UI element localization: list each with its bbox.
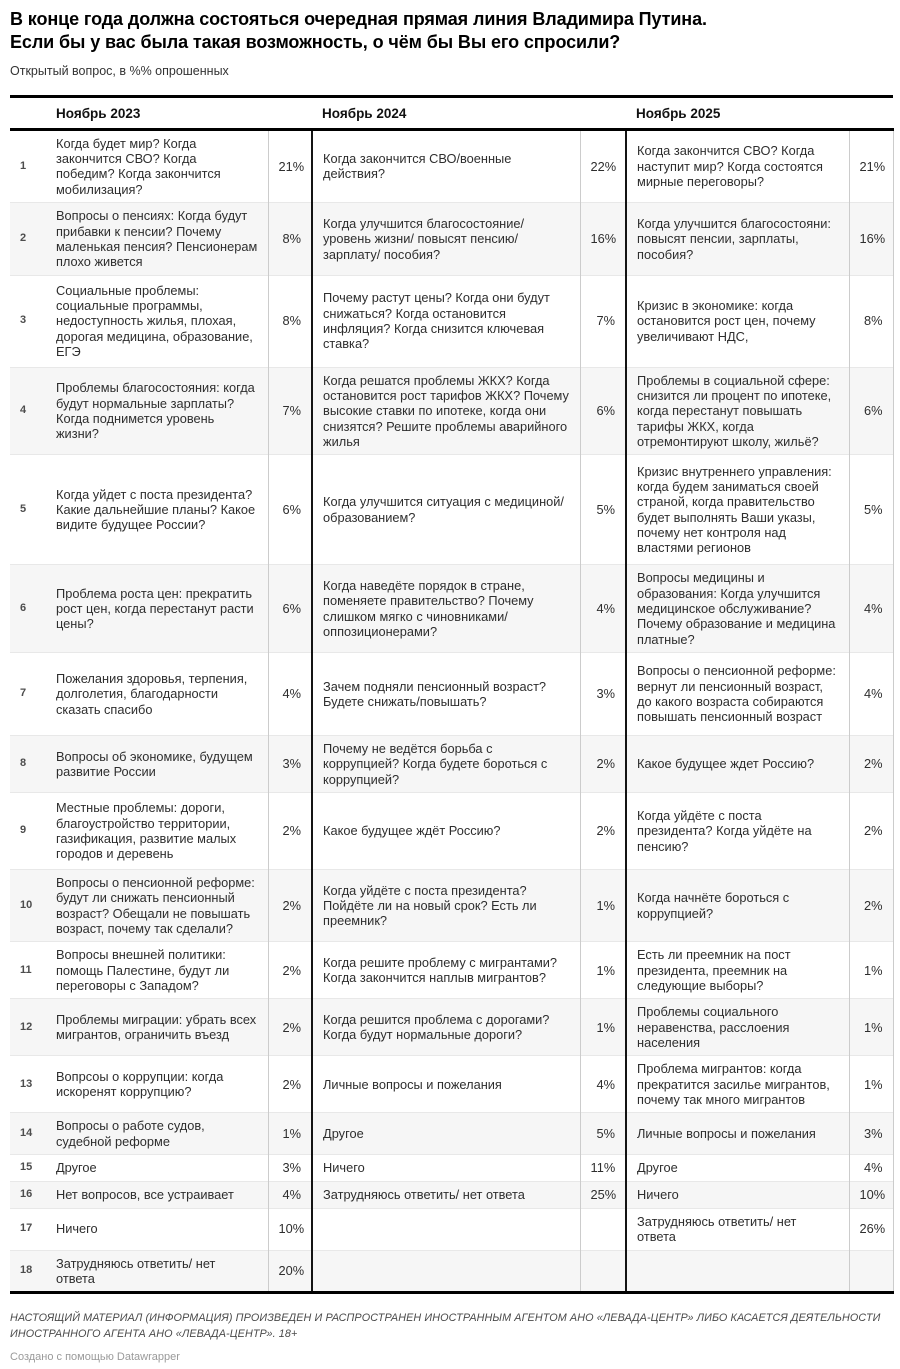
row-number: 11: [10, 942, 46, 999]
percent-nov-2024: [580, 1208, 626, 1250]
percent-nov-2025: 10%: [849, 1181, 893, 1208]
percent-nov-2024: 5%: [580, 455, 626, 565]
row-number: 4: [10, 367, 46, 455]
percent-nov-2025: 16%: [849, 203, 893, 275]
answer-nov-2023: Вопросы о пенсионной реформе: будут ли снижать пенсионный возраст? Обещали не повышать возраст, почему так сделали?: [46, 870, 268, 942]
table-row: [10, 652, 893, 735]
percent-nov-2025: 6%: [849, 367, 893, 455]
table-body: [10, 129, 893, 1292]
answer-nov-2024: Затрудняюсь ответить/ нет ответа: [312, 1181, 580, 1208]
table-row: [10, 1250, 893, 1293]
percent-nov-2023: 21%: [268, 129, 312, 202]
answer-nov-2024: Когда наведёте порядок в стране, поменяете правительство? Почему слишком мягко с чиновниками/ оппозиционерами?: [312, 565, 580, 653]
answer-nov-2025: Кризис внутреннего управления: когда будем заниматься своей страной, когда правительство будет выполнять Ваши указы, почему нет контроля над властями регионов: [626, 455, 849, 565]
percent-nov-2023: 8%: [268, 275, 312, 367]
table-row: [10, 999, 893, 1056]
percent-nov-2023: 8%: [268, 203, 312, 275]
table-row: [10, 129, 893, 202]
answer-nov-2023: Нет вопросов, все устраивает: [46, 1181, 268, 1208]
percent-nov-2024: 1%: [580, 999, 626, 1056]
answer-nov-2024: Когда решатся проблемы ЖКХ? Когда остановится рост тарифов ЖКХ? Почему высокие ставки по ипотеке, когда они снизятся? Решите проблемы аварийного жилья: [312, 367, 580, 455]
answer-nov-2024: Ничего: [312, 1155, 580, 1181]
row-number: 14: [10, 1113, 46, 1155]
percent-nov-2025: 4%: [849, 565, 893, 653]
datawrapper-attribution: Создано с помощью Datawrapper: [10, 1351, 180, 1364]
answer-nov-2024: Почему растут цены? Когда они будут снижаться? Когда остановится инфляция? Когда снизится ключевая ставка?: [312, 275, 580, 367]
survey-table: [10, 95, 894, 1294]
percent-nov-2023: 2%: [268, 942, 312, 999]
answer-nov-2024: [312, 1250, 580, 1293]
row-number: 10: [10, 870, 46, 942]
percent-nov-2023: 4%: [268, 1181, 312, 1208]
answer-nov-2025: Проблемы в социальной сфере: снизится ли процент по ипотеке, когда перестанут повышать тарифы ЖКХ, когда отремонтируют школу, жильё?: [626, 367, 849, 455]
table-row: [10, 942, 893, 999]
column-header-nov-2025: Ноябрь 2025: [626, 96, 893, 129]
answer-nov-2025: Когда улучшится благосостояни: повысят пенсии, зарплаты, пособия?: [626, 203, 849, 275]
answer-nov-2023: Другое: [46, 1155, 268, 1181]
page-title: [10, 8, 890, 55]
answer-nov-2023: Вопросы о пенсиях: Когда будут прибавки к пенсии? Почему маленькая пенсия? Пенсионерам плохо живется: [46, 203, 268, 275]
percent-nov-2024: 7%: [580, 275, 626, 367]
row-number: 3: [10, 275, 46, 367]
percent-nov-2024: 5%: [580, 1113, 626, 1155]
answer-nov-2023: Социальные проблемы: социальные программы, недоступность жилья, плохая, дорогая медицина, образование, ЕГЭ: [46, 275, 268, 367]
answer-nov-2025: Вопросы медицины и образования: Когда улучшится медицинское обслуживание? Почему образование и медицина платные?: [626, 565, 849, 653]
answer-nov-2024: Когда закончится СВО/военные действия?: [323, 151, 512, 182]
answer-nov-2023: Пожелания здоровья, терпения, долголетия, благодарности сказать спасибо: [46, 652, 268, 735]
percent-nov-2025: 21%: [849, 129, 893, 202]
percent-nov-2024: 22%: [580, 129, 626, 202]
answer-nov-2024: [312, 1208, 580, 1250]
page-subtitle: Открытый вопрос, в %% опрошенных: [10, 63, 229, 78]
answer-nov-2025: Какое будущее ждет Россию?: [626, 735, 849, 792]
percent-nov-2024: 1%: [580, 870, 626, 942]
percent-nov-2025: 1%: [849, 999, 893, 1056]
answer-nov-2024: Какое будущее ждёт Россию?: [312, 793, 580, 870]
answer-nov-2023: Ничего: [46, 1208, 268, 1250]
answer-nov-2025: Личные вопросы и пожелания: [626, 1113, 849, 1155]
table-row: [10, 1181, 893, 1208]
percent-nov-2024: 4%: [580, 1056, 626, 1113]
table-row: [10, 455, 893, 565]
row-number: 17: [10, 1208, 46, 1250]
row-number: 1: [20, 159, 27, 172]
percent-nov-2023: 1%: [268, 1113, 312, 1155]
percent-nov-2025: 3%: [849, 1113, 893, 1155]
answer-nov-2023: Местные проблемы: дороги, благоустройство территории, газификация, развитие малых городов и деревень: [46, 793, 268, 870]
row-number: 16: [10, 1181, 46, 1208]
answer-nov-2025: Когда закончится СВО? Когда наступит мир? Когда состоятся мирные переговоры?: [637, 143, 823, 190]
answer-nov-2025: Когда начнёте бороться с коррупцией?: [626, 870, 849, 942]
percent-nov-2024: [580, 1250, 626, 1293]
answer-nov-2023: Вопросы внешней политики: помощь Палестине, будут ли переговоры с Западом?: [46, 942, 268, 999]
table-row: [10, 1155, 893, 1181]
table-row: [10, 1208, 893, 1250]
table-row: [10, 275, 893, 367]
table-header-row: [10, 96, 893, 129]
answer-nov-2023: Вопрсоы о коррупции: когда искоренят коррупцию?: [46, 1056, 268, 1113]
percent-nov-2023: 3%: [268, 735, 312, 792]
percent-nov-2025: 8%: [849, 275, 893, 367]
row-number: 18: [10, 1250, 46, 1293]
percent-nov-2024: 4%: [580, 565, 626, 653]
percent-nov-2023: 2%: [268, 1056, 312, 1113]
percent-nov-2024: 1%: [580, 942, 626, 999]
answer-nov-2023: Проблемы миграции: убрать всех мигрантов, ограничить въезд: [46, 999, 268, 1056]
row-number: 2: [10, 203, 46, 275]
percent-nov-2024: 6%: [580, 367, 626, 455]
percent-nov-2023: 2%: [268, 793, 312, 870]
percent-nov-2023: 3%: [268, 1155, 312, 1181]
percent-nov-2024: 16%: [580, 203, 626, 275]
percent-nov-2023: 20%: [268, 1250, 312, 1293]
percent-nov-2025: 4%: [849, 652, 893, 735]
answer-nov-2025: Проблемы социального неравенства, расслоения населения: [626, 999, 849, 1056]
answer-nov-2023: Вопросы об экономике, будущем развитие России: [46, 735, 268, 792]
row-number: 6: [10, 565, 46, 653]
answer-nov-2023: Проблема роста цен: прекратить рост цен, когда перестанут расти цены?: [46, 565, 268, 653]
percent-nov-2023: 2%: [268, 999, 312, 1056]
percent-nov-2025: 2%: [849, 735, 893, 792]
title-line-1: В конце года должна состояться очередная прямая линия Владимира Путина.: [10, 9, 707, 29]
percent-nov-2023: 10%: [268, 1208, 312, 1250]
answer-nov-2025: Затрудняюсь ответить/ нет ответа: [626, 1208, 849, 1250]
answer-nov-2024: Когда улучшится ситуация с медициной/ образованием?: [312, 455, 580, 565]
answer-nov-2025: Проблема мигрантов: когда прекратится засилье мигрантов, почему так много мигрантов: [626, 1056, 849, 1113]
answer-nov-2025: Есть ли преемник на пост президента, преемник на следующие выборы?: [626, 942, 849, 999]
row-number: 5: [10, 455, 46, 565]
answer-nov-2024: Когда решится проблема с дорогами? Когда будут нормальные дороги?: [312, 999, 580, 1056]
table-row: [10, 203, 893, 275]
table-row: [10, 870, 893, 942]
answer-nov-2024: Когда улучшится благосостояние/ уровень жизни/ повысят пенсию/ зарплату/ пособия?: [312, 203, 580, 275]
foreign-agent-disclaimer: НАСТОЯЩИЙ МАТЕРИАЛ (ИНФОРМАЦИЯ) ПРОИЗВЕДЕН И РАСПРОСТРАНЕН ИНОСТРАННЫМ АГЕНТОМ АНО «ЛЕВАДА-ЦЕНТР» ЛИБО КАСАЕТСЯ ДЕЯТЕЛЬНОСТИ ИНОСТРАННОГО АГЕНТА АНО «ЛЕВАДА-ЦЕНТР». 18+: [10, 1312, 881, 1340]
percent-nov-2025: 2%: [849, 793, 893, 870]
row-number: 15: [10, 1155, 46, 1181]
answer-nov-2025: Вопросы о пенсионной реформе: вернут ли пенсионный возраст, до какого возраста собираются повышать пенсионный возраст: [626, 652, 849, 735]
table-row: [10, 735, 893, 792]
answer-nov-2023: Затрудняюсь ответить/ нет ответа: [46, 1250, 268, 1293]
table-row: [10, 367, 893, 455]
percent-nov-2023: 2%: [268, 870, 312, 942]
answer-nov-2023: Вопросы о работе судов, судебной реформе: [46, 1113, 268, 1155]
percent-nov-2023: 7%: [268, 367, 312, 455]
answer-nov-2024: Когда решите проблему с мигрантами? Когда закончится наплыв мигрантов?: [312, 942, 580, 999]
row-number: 9: [10, 793, 46, 870]
percent-nov-2025: 5%: [849, 455, 893, 565]
answer-nov-2024: Личные вопросы и пожелания: [312, 1056, 580, 1113]
table-row: [10, 1056, 893, 1113]
answer-nov-2025: Ничего: [626, 1181, 849, 1208]
answer-nov-2023: Когда уйдет с поста президента? Какие дальнейшие планы? Какое видите будущее России?: [46, 455, 268, 565]
title-line-2: Если бы у вас была такая возможность, о чём бы Вы его спросили?: [10, 32, 621, 53]
answer-nov-2025: [626, 1250, 849, 1293]
table-row: [10, 793, 893, 870]
percent-nov-2025: 2%: [849, 870, 893, 942]
answer-nov-2024: Другое: [312, 1113, 580, 1155]
answer-nov-2025: Другое: [626, 1155, 849, 1181]
percent-nov-2023: 6%: [268, 565, 312, 653]
column-header-nov-2024: Ноябрь 2024: [312, 96, 626, 129]
percent-nov-2025: 1%: [849, 1056, 893, 1113]
percent-nov-2025: 1%: [849, 942, 893, 999]
percent-nov-2024: 11%: [580, 1155, 626, 1181]
answer-nov-2024: Почему не ведётся борьба с коррупцией? Когда будете бороться с коррупцией?: [312, 735, 580, 792]
answer-nov-2025: Кризис в экономике: когда остановится рост цен, почему увеличивают НДС,: [626, 275, 849, 367]
column-header-nov-2023: Ноябрь 2023: [10, 96, 312, 129]
row-number: 13: [10, 1056, 46, 1113]
row-number: 12: [10, 999, 46, 1056]
answer-nov-2024: Зачем подняли пенсионный возраст? Будете снижать/повышать?: [312, 652, 580, 735]
percent-nov-2025: 26%: [849, 1208, 893, 1250]
table-row: [10, 565, 893, 653]
percent-nov-2023: 4%: [268, 652, 312, 735]
percent-nov-2023: 6%: [268, 455, 312, 565]
answer-nov-2025: Когда уйдёте с поста президента? Когда уйдёте на пенсию?: [626, 793, 849, 870]
percent-nov-2025: 4%: [849, 1155, 893, 1181]
answer-nov-2024: Когда уйдёте с поста президента? Пойдёте ли на новый срок? Есть ли преемник?: [312, 870, 580, 942]
table-row: [10, 1113, 893, 1155]
row-number: 8: [10, 735, 46, 792]
percent-nov-2024: 3%: [580, 652, 626, 735]
row-number: 7: [10, 652, 46, 735]
percent-nov-2024: 2%: [580, 735, 626, 792]
percent-nov-2024: 2%: [580, 793, 626, 870]
percent-nov-2025: [849, 1250, 893, 1293]
answer-nov-2023: Проблемы благосостояния: когда будут нормальные зарплаты? Когда поднимется уровень жизни?: [46, 367, 268, 455]
answer-nov-2023: Когда будет мир? Когда закончится СВО? Когда победим? Когда закончится мобилизация?: [56, 135, 221, 197]
percent-nov-2024: 25%: [580, 1181, 626, 1208]
